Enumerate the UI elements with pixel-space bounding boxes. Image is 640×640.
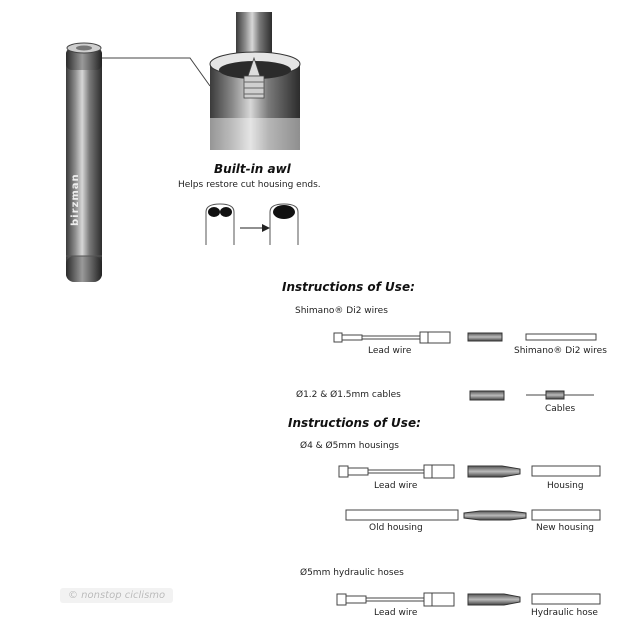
housing-lead-wire	[339, 465, 454, 478]
cables-group-label: Ø1.2 & Ø1.5mm cables	[296, 390, 401, 400]
housing-adapter	[468, 466, 520, 477]
housing-target	[532, 466, 600, 476]
awl-zoom-image	[210, 12, 300, 150]
old-housing-label: Old housing	[369, 523, 423, 533]
section1-heading: Instructions of Use:	[282, 280, 415, 294]
di2-lead-label: Lead wire	[368, 346, 412, 356]
di2-group-label: Shimano® Di2 wires	[295, 306, 388, 316]
housing-joiner	[464, 511, 526, 520]
hose-adapter	[468, 594, 520, 605]
cable-target	[526, 391, 594, 399]
tool-body	[66, 43, 102, 282]
new-housing-label: New housing	[536, 523, 595, 533]
housing-target-label: Housing	[547, 481, 584, 491]
awl-subtitle: Helps restore cut housing ends.	[178, 180, 321, 190]
di2-target-label: Shimano® Di2 wires	[514, 346, 607, 356]
di2-target-wire	[526, 334, 596, 340]
old-housing	[346, 510, 458, 520]
section2-heading: Instructions of Use:	[288, 416, 421, 430]
new-housing	[532, 510, 600, 520]
di2-lead-wire	[334, 332, 450, 343]
hoses-group-label: Ø5mm hydraulic hoses	[300, 568, 404, 578]
cable-adapter	[470, 391, 504, 400]
watermark: © nonstop ciclismo	[60, 588, 173, 603]
awl-title: Built-in awl	[214, 162, 291, 176]
hose-target	[532, 594, 600, 604]
housings-group-label: Ø4 & Ø5mm housings	[300, 441, 399, 451]
tool-brand-text: birzman	[70, 173, 81, 226]
housing-lead-label: Lead wire	[374, 481, 418, 491]
hose-lead-wire	[337, 593, 454, 606]
leader-line	[102, 58, 210, 86]
awl-before-after-diagram	[206, 204, 298, 245]
di2-adapter	[468, 333, 502, 341]
cables-target-label: Cables	[545, 404, 576, 414]
hose-lead-label: Lead wire	[374, 608, 418, 618]
hose-target-label: Hydraulic hose	[531, 608, 598, 618]
